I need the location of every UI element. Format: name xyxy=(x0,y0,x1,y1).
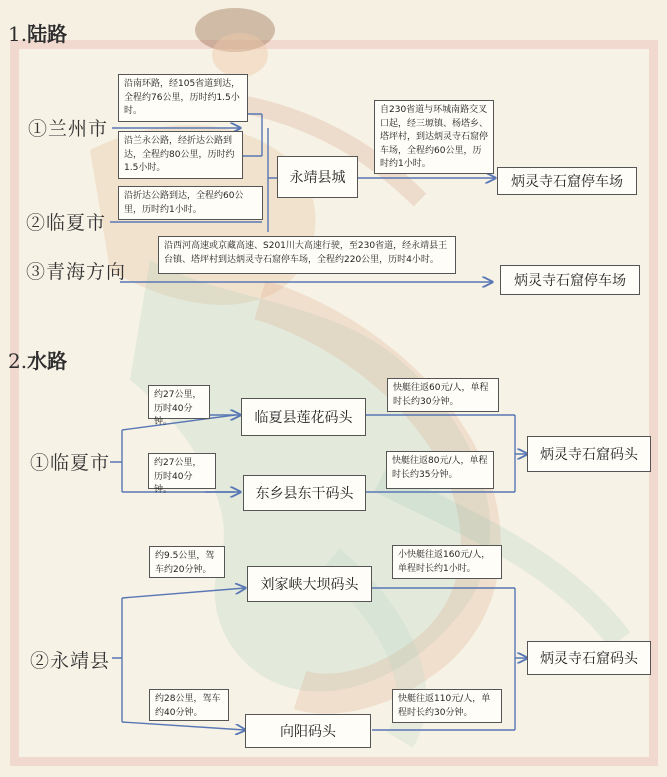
section-name: 水路 xyxy=(27,349,68,373)
note-water-b1: 约9.5公里，驾车约20分钟。 xyxy=(149,546,225,578)
note-water-a1: 约27公里，历时40分钟。 xyxy=(148,385,210,419)
section-number: 1. xyxy=(8,22,28,46)
note-water-b3: 小快艇往返160元/人，单程时长约1小时。 xyxy=(392,545,502,579)
origin-yongjing-water: ②永靖县 xyxy=(30,650,111,672)
node-yongjing-city: 永靖县城 xyxy=(277,156,358,198)
dest-parking-2: 炳灵寺石窟停车场 xyxy=(500,265,640,295)
note-water-b2: 约28公里，驾车约40分钟。 xyxy=(149,689,229,721)
note-linxia-route: 沿折达公路到达，全程约60公里，历时约1小时。 xyxy=(118,186,263,220)
origin-lanzhou: ①兰州市 xyxy=(28,118,109,140)
dest-pier-1: 炳灵寺石窟码头 xyxy=(527,436,651,472)
note-qinghai-route: 沿西河高速或京藏高速、S201川大高速行驶，至230省道，经永靖县王台镇、塔坪村到达炳灵寺石窟停车场，全程约220公里，历时4小时。 xyxy=(158,236,456,274)
pier-lianhua: 临夏县莲花码头 xyxy=(241,398,366,436)
note-lanzhou-route1: 沿南环路，经105省道到达，全程约76公里，历时约1.5小时。 xyxy=(118,74,248,122)
section-name: 陆路 xyxy=(27,22,68,46)
note-water-b4: 快艇往返110元/人，单程时长约30分钟。 xyxy=(392,689,502,723)
section-title-land xyxy=(8,18,67,47)
origin-linxia-water: ①临夏市 xyxy=(30,452,111,474)
note-yongjing-route: 自230省道与环城南路交叉口起，经三塬镇、杨塔乡、塔坪村，到达炳灵寺石窟停车场，全程约60公里，历时约1小时。 xyxy=(374,100,494,174)
section-number: 2. xyxy=(8,349,28,373)
note-lanzhou-route2: 沿兰永公路，经折达公路到达，全程约80公里，历时约1.5小时。 xyxy=(118,131,243,179)
pier-dongxiang: 东乡县东干码头 xyxy=(243,475,366,511)
note-water-a2: 约27公里，历时40分钟。 xyxy=(148,453,216,489)
pier-xiangyang: 向阳码头 xyxy=(245,714,371,748)
dest-pier-2: 炳灵寺石窟码头 xyxy=(527,641,651,675)
dest-parking-1: 炳灵寺石窟停车场 xyxy=(497,167,637,195)
origin-linxia: ②临夏市 xyxy=(26,212,107,234)
section-title-water xyxy=(8,345,67,374)
note-water-a3: 快艇往返60元/人，单程时长约30分钟。 xyxy=(387,378,499,412)
pier-liujiaxia: 刘家峡大坝码头 xyxy=(247,566,372,602)
note-water-a4: 快艇往返80元/人，单程时长约35分钟。 xyxy=(386,451,494,489)
origin-qinghai: ③青海方向 xyxy=(26,261,127,283)
